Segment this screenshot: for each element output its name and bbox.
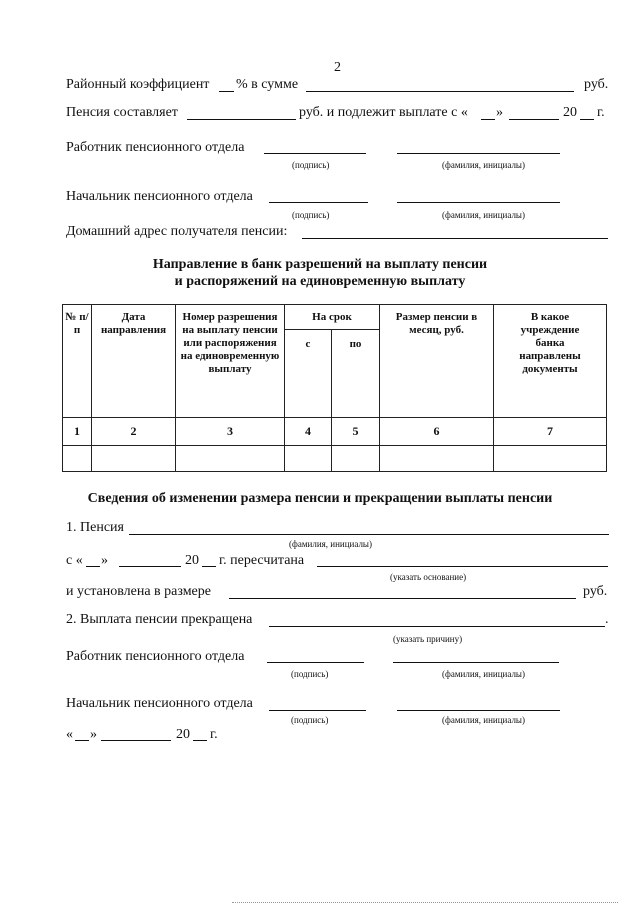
chief1-sign-field[interactable] [269, 202, 368, 203]
pension-quote-close: » [496, 105, 503, 120]
rayon-percent-label: % в сумме [236, 77, 299, 92]
pension-year-field[interactable] [580, 119, 594, 120]
col-number-1: 1 [63, 418, 92, 446]
change-reason-dot: . [605, 612, 609, 627]
bottom-divider [232, 902, 618, 903]
worker2-sign-caption: (подпись) [291, 669, 329, 679]
heading-bank-line2: и распоряжений на единовременную выплату [174, 274, 466, 289]
chief2-name-field[interactable] [397, 710, 560, 711]
table-cell[interactable] [92, 446, 176, 472]
change-day-field[interactable] [86, 566, 100, 567]
change-p1-label: 1. Пенсия [66, 520, 124, 535]
change-set-label: и установлена в размере [66, 584, 211, 599]
pension-year-prefix: 20 [563, 105, 577, 120]
change-unit: руб. [583, 584, 608, 599]
col-size-header: Размер пенсии в месяц, руб. [380, 305, 494, 418]
col-number-2: 2 [92, 418, 176, 446]
change-p2-label: 2. Выплата пенсии прекращена [66, 612, 253, 627]
col-number-4: 4 [285, 418, 332, 446]
pension-amount-field[interactable] [187, 119, 296, 120]
col-from-header: с [285, 330, 332, 418]
change-basis-field[interactable] [317, 566, 608, 567]
change-year-prefix: 20 [185, 553, 199, 568]
address-field[interactable] [302, 238, 608, 239]
col-number-7: 7 [494, 418, 607, 446]
change-s-label: с « [66, 553, 83, 568]
col-number-6: 6 [380, 418, 494, 446]
rayon-sum-field[interactable] [306, 91, 574, 92]
heading-changes: Сведения об изменении размера пенсии и прекращении выплаты пенсии [87, 491, 553, 506]
worker2-label: Работник пенсионного отдела [66, 649, 245, 664]
table-cell[interactable] [63, 446, 92, 472]
chief2-sign-caption: (подпись) [291, 715, 329, 725]
col-no-header: № п/п [63, 305, 92, 418]
change-name-caption: (фамилия, инициалы) [289, 539, 372, 549]
chief1-sign-caption: (подпись) [292, 210, 330, 220]
change-name-field[interactable] [129, 534, 609, 535]
col-bank-header: В какое учреждение банка направлены документы [494, 305, 607, 418]
heading-bank-line1: Направление в банк разрешений на выплату пенсии [152, 257, 488, 272]
date-year-prefix: 20 [176, 727, 190, 742]
pension-year-suffix: г. [597, 105, 605, 120]
date-year-field[interactable] [193, 740, 207, 741]
date-quote-open: « [66, 727, 73, 742]
chief2-label: Начальник пенсионного отдела [66, 696, 253, 711]
col-number-5: 5 [332, 418, 380, 446]
rayon-label: Районный коэффициент [66, 77, 210, 92]
date-month-field[interactable] [101, 740, 171, 741]
worker2-sign-field[interactable] [267, 662, 364, 663]
col-to-header: по [332, 330, 380, 418]
worker2-name-caption: (фамилия, инициалы) [442, 669, 525, 679]
chief2-sign-field[interactable] [269, 710, 366, 711]
pension-month-field[interactable] [509, 119, 559, 120]
date-year-suffix: г. [210, 727, 218, 742]
worker1-sign-field[interactable] [264, 153, 366, 154]
address-label: Домашний адрес получателя пенсии: [66, 224, 288, 239]
worker1-name-field[interactable] [397, 153, 560, 154]
date-quote-close: » [90, 727, 97, 742]
table-cell[interactable] [332, 446, 380, 472]
table-cell[interactable] [176, 446, 285, 472]
chief1-name-field[interactable] [397, 202, 560, 203]
change-reason-caption: (указать причину) [393, 634, 463, 644]
chief2-name-caption: (фамилия, инициалы) [442, 715, 525, 725]
change-basis-caption: (указать основание) [390, 572, 467, 582]
col-number-3: 3 [176, 418, 285, 446]
table-cell[interactable] [380, 446, 494, 472]
chief1-name-caption: (фамилия, инициалы) [442, 210, 525, 220]
bank-table [62, 304, 607, 472]
pension-day-field[interactable] [481, 119, 495, 120]
change-quote-close: » [101, 553, 108, 568]
table-cell[interactable] [285, 446, 332, 472]
rayon-unit: руб. [584, 77, 609, 92]
page-number: 2 [334, 60, 341, 75]
col-date-header: Дата направления [92, 305, 176, 418]
change-month-field[interactable] [119, 566, 181, 567]
change-recalc-label: г. пересчитана [219, 553, 305, 568]
worker1-sign-caption: (подпись) [292, 160, 330, 170]
date-day-field[interactable] [75, 740, 89, 741]
worker1-label: Работник пенсионного отдела [66, 140, 245, 155]
pension-label: Пенсия составляет [66, 105, 178, 120]
change-reason-field[interactable] [269, 626, 605, 627]
pension-mid-label: руб. и подлежит выплате с « [299, 105, 468, 120]
col-term-header: На срок [285, 305, 380, 330]
chief1-label: Начальник пенсионного отдела [66, 189, 253, 204]
rayon-percent-field[interactable] [219, 91, 234, 92]
worker2-name-field[interactable] [393, 662, 559, 663]
col-number-header: Номер разрешения на выплату пенсии или распоряжения на единовременную выплату [176, 305, 285, 418]
change-year-field[interactable] [202, 566, 216, 567]
change-amount-field[interactable] [229, 598, 576, 599]
table-cell[interactable] [494, 446, 607, 472]
worker1-name-caption: (фамилия, инициалы) [442, 160, 525, 170]
